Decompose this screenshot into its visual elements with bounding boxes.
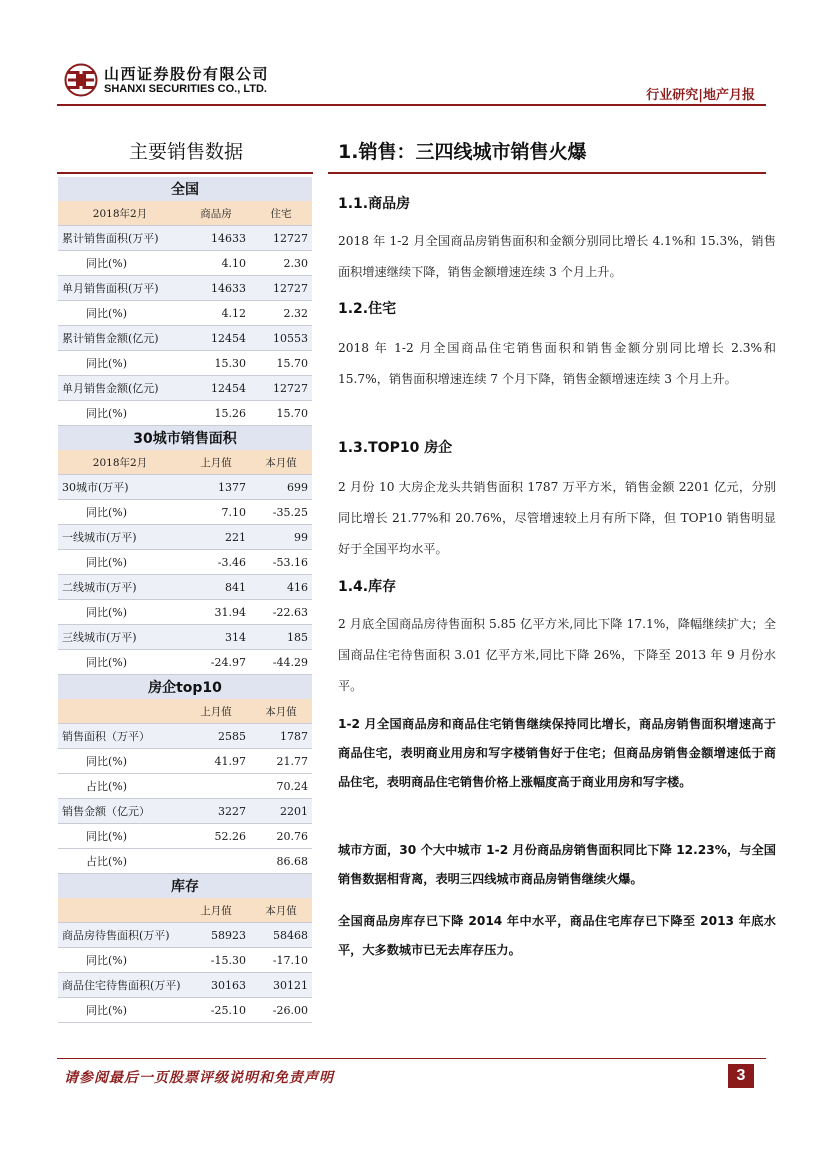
table-row: [58, 849, 312, 874]
column-header-cell: [58, 898, 182, 923]
row-label: 同比(%): [58, 824, 182, 849]
table-row: [58, 724, 312, 749]
row-value: 30163: [182, 973, 250, 998]
row-value: 12727: [250, 226, 312, 251]
row-value: 3227: [182, 799, 250, 824]
table-row: [58, 600, 312, 625]
row-label: 商品住宅待售面积(万平): [58, 973, 182, 998]
row-value: 699: [250, 475, 312, 500]
row-value: 86.68: [250, 849, 312, 874]
summary-paragraph-2: 城市方面，30 个大中城市 1-2 月份商品房销售面积同比下降 12.23%，与全国销售数据相背离，表明三四线城市商品房销售继续火爆。: [338, 843, 776, 886]
summary-paragraph-1: 1-2 月全国商品房和商品住宅销售继续保持同比增长，商品房销售面积增速高于商品住宅，表明商业用房和写字楼销售好于住宅；但商品房销售金额增速低于商品住宅，表明商品住宅销售价格上涨幅度高于商业用房和写字楼。: [338, 717, 776, 789]
row-value: 12454: [182, 326, 250, 351]
row-value: 21.77: [250, 749, 312, 774]
row-label: 累计销售金额(亿元): [58, 326, 182, 351]
row-value: 1787: [250, 724, 312, 749]
row-value: 2.32: [250, 301, 312, 326]
row-value: -53.16: [250, 550, 312, 575]
sales-data-grid: [58, 177, 312, 1023]
table-row: [58, 625, 312, 650]
column-header-cell: 商品房: [182, 201, 250, 226]
column-header-cell: 2018年2月: [58, 201, 182, 226]
section-header-label: 库存: [58, 874, 312, 899]
section-divider: [328, 172, 766, 174]
table-row: [58, 948, 312, 973]
row-value: 12454: [182, 376, 250, 401]
row-value: 15.26: [182, 401, 250, 426]
row-value: 841: [182, 575, 250, 600]
table-column-header: [58, 450, 312, 475]
table-row: [58, 376, 312, 401]
heading-residential: 1.2.住宅: [338, 301, 397, 317]
section-title: 1.销售：三四线城市销售火爆: [338, 141, 587, 163]
row-value: 2.30: [250, 251, 312, 276]
row-value: 185: [250, 625, 312, 650]
row-label: 同比(%): [58, 550, 182, 575]
report-type: 行业研究|地产月报: [646, 88, 755, 103]
section-header-label: 30城市销售面积: [58, 426, 312, 451]
disclaimer-link: 请参阅最后一页股票评级说明和免责声明: [64, 1070, 334, 1086]
row-value: 14633: [182, 226, 250, 251]
company-name-en: SHANXI SECURITIES CO., LTD.: [104, 83, 267, 95]
table-column-header: [58, 699, 312, 724]
table-row: [58, 650, 312, 675]
row-value: -24.97: [182, 650, 250, 675]
table-row: [58, 774, 312, 799]
row-value: -25.10: [182, 998, 250, 1023]
row-value: 2201: [250, 799, 312, 824]
section-header-label: 全国: [58, 177, 312, 201]
table-row: [58, 824, 312, 849]
row-value: 30121: [250, 973, 312, 998]
table-row: [58, 226, 312, 251]
row-value: 99: [250, 525, 312, 550]
row-value: 58468: [250, 923, 312, 948]
row-value: [182, 774, 250, 799]
row-value: -15.30: [182, 948, 250, 973]
row-label: 同比(%): [58, 998, 182, 1023]
company-name-cn: 山西证券股份有限公司: [104, 65, 270, 83]
table-row: [58, 475, 312, 500]
row-value: 4.12: [182, 301, 250, 326]
sidebar-divider: [57, 172, 313, 174]
row-value: -26.00: [250, 998, 312, 1023]
table-row: [58, 251, 312, 276]
heading-inventory: 1.4.库存: [338, 579, 397, 595]
table-row: [58, 799, 312, 824]
column-header-cell: 上月值: [182, 450, 250, 475]
table-row: [58, 973, 312, 998]
row-value: [182, 849, 250, 874]
row-value: 15.30: [182, 351, 250, 376]
row-value: 15.70: [250, 351, 312, 376]
row-value: 1377: [182, 475, 250, 500]
row-label: 累计销售面积(万平): [58, 226, 182, 251]
table-row: [58, 500, 312, 525]
row-label: 30城市(万平): [58, 475, 182, 500]
table-row: [58, 575, 312, 600]
table-row: [58, 326, 312, 351]
column-header-cell: 本月值: [250, 898, 312, 923]
column-header-cell: 本月值: [250, 699, 312, 724]
row-value: 41.97: [182, 749, 250, 774]
row-label: 同比(%): [58, 650, 182, 675]
row-label: 同比(%): [58, 948, 182, 973]
row-value: 31.94: [182, 600, 250, 625]
row-label: 销售金额（亿元）: [58, 799, 182, 824]
row-label: 同比(%): [58, 351, 182, 376]
row-value: 4.10: [182, 251, 250, 276]
row-label: 三线城市(万平): [58, 625, 182, 650]
table-column-header: [58, 898, 312, 923]
row-value: 14633: [182, 276, 250, 301]
table-section-header: [58, 874, 312, 899]
header-divider: [57, 104, 766, 106]
page-number: 3: [728, 1064, 754, 1088]
row-label: 同比(%): [58, 500, 182, 525]
row-value: 314: [182, 625, 250, 650]
row-label: 商品房待售面积(万平): [58, 923, 182, 948]
paragraph-commercial-housing: 2018 年 1-2 月全国商品房销售面积和金额分别同比增长 4.1%和 15.3%，销售面积增速继续下降，销售金额增速连续 3 个月上升。: [338, 234, 776, 279]
row-value: 12727: [250, 376, 312, 401]
column-header-cell: 本月值: [250, 450, 312, 475]
table-row: [58, 351, 312, 376]
row-value: -22.63: [250, 600, 312, 625]
row-value: 7.10: [182, 500, 250, 525]
section-header-label: 房企top10: [58, 675, 312, 700]
column-header-cell: 上月值: [182, 898, 250, 923]
column-header-cell: [58, 699, 182, 724]
row-label: 同比(%): [58, 749, 182, 774]
row-value: 10553: [250, 326, 312, 351]
row-value: 12727: [250, 276, 312, 301]
company-logo-icon: [64, 63, 98, 97]
row-value: 52.26: [182, 824, 250, 849]
table-column-header: [58, 201, 312, 226]
row-label: 占比(%): [58, 849, 182, 874]
table-row: [58, 998, 312, 1023]
table-section-header: [58, 426, 312, 451]
paragraph-residential: 2018 年 1-2 月全国商品住宅销售面积和销售金额分别同比增长 2.3%和 15.7%，销售面积增速连续 7 个月下降，销售金额增速连续 3 个月上升。: [338, 341, 776, 386]
row-value: 70.24: [250, 774, 312, 799]
row-value: -35.25: [250, 500, 312, 525]
row-value: 15.70: [250, 401, 312, 426]
table-section-header: [58, 177, 312, 201]
row-label: 同比(%): [58, 401, 182, 426]
row-label: 销售面积（万平）: [58, 724, 182, 749]
table-row: [58, 401, 312, 426]
row-value: -44.29: [250, 650, 312, 675]
row-value: 2585: [182, 724, 250, 749]
table-row: [58, 301, 312, 326]
heading-commercial-housing: 1.1.商品房: [338, 196, 411, 212]
paragraph-top10: 2 月份 10 大房企龙头共销售面积 1787 万平方米，销售金额 2201 亿元，分别同比增长 21.77%和 20.76%，尽管增速较上月有所下降，但 TOP10 销售明显好于全国平均水平。: [338, 480, 776, 556]
row-value: -3.46: [182, 550, 250, 575]
row-label: 同比(%): [58, 251, 182, 276]
row-label: 同比(%): [58, 301, 182, 326]
row-label: 同比(%): [58, 600, 182, 625]
row-label: 单月销售面积(万平): [58, 276, 182, 301]
row-label: 占比(%): [58, 774, 182, 799]
table-row: [58, 550, 312, 575]
column-header-cell: 上月值: [182, 699, 250, 724]
table-row: [58, 525, 312, 550]
column-header-cell: 住宅: [250, 201, 312, 226]
sales-data-table: [58, 177, 312, 1023]
row-label: 一线城市(万平): [58, 525, 182, 550]
row-value: 416: [250, 575, 312, 600]
row-value: 20.76: [250, 824, 312, 849]
table-row: [58, 749, 312, 774]
row-value: 221: [182, 525, 250, 550]
row-value: 58923: [182, 923, 250, 948]
column-header-cell: 2018年2月: [58, 450, 182, 475]
row-label: 二线城市(万平): [58, 575, 182, 600]
summary-paragraph-3: 全国商品房库存已下降 2014 年中水平，商品住宅库存已下降至 2013 年底水平，大多数城市已无去库存压力。: [338, 914, 776, 957]
heading-top10: 1.3.TOP10 房企: [338, 440, 453, 456]
row-value: -17.10: [250, 948, 312, 973]
footer-divider: [57, 1058, 766, 1059]
table-row: [58, 923, 312, 948]
row-label: 单月销售金额(亿元): [58, 376, 182, 401]
paragraph-inventory: 2 月底全国商品房待售面积 5.85 亿平方米,同比下降 17.1%，降幅继续扩大；全国商品住宅待售面积 3.01 亿平方米,同比下降 26%，下降至 2013 年 9 月份水平。: [338, 617, 776, 693]
table-section-header: [58, 675, 312, 700]
sidebar-title: 主要销售数据: [128, 141, 243, 163]
table-row: [58, 276, 312, 301]
